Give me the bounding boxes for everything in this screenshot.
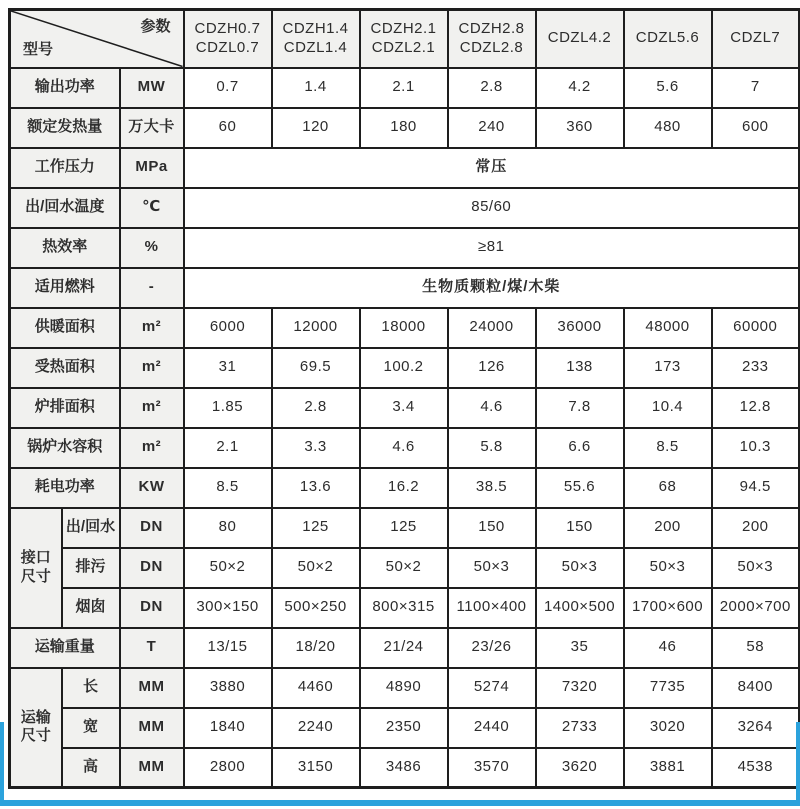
- value-cell: 1400×500: [536, 588, 624, 628]
- value-cell: 6.6: [536, 428, 624, 468]
- table-row: [10, 548, 800, 588]
- value-cell: 2.1: [184, 428, 272, 468]
- value-cell: 3150: [272, 748, 360, 788]
- value-cell: 10.3: [712, 428, 800, 468]
- model-name: CDZL0.7: [195, 38, 260, 56]
- value-cell: 4538: [712, 748, 800, 788]
- unit-cell: DN: [120, 508, 184, 548]
- corner-model-label: 型号: [23, 40, 54, 58]
- value-cell: 0.7: [184, 68, 272, 108]
- group-label-transport-size: [10, 668, 62, 788]
- page-frame-left-accent: [0, 722, 4, 802]
- page-frame-right-accent: [796, 722, 800, 802]
- value-cell: 2.1: [360, 68, 448, 108]
- value-cell: 69.5: [272, 348, 360, 388]
- value-cell: 4.6: [360, 428, 448, 468]
- value-cell: 18/20: [272, 628, 360, 668]
- table-row: [10, 108, 800, 148]
- model-name: CDZH2.8: [458, 20, 525, 37]
- unit-cell: m²: [120, 308, 184, 348]
- sub-param-label: 长: [62, 668, 120, 708]
- value-cell: 16.2: [360, 468, 448, 508]
- value-cell: 18000: [360, 308, 448, 348]
- value-cell: 21/24: [360, 628, 448, 668]
- group-label-line: 接口: [20, 548, 51, 566]
- table-row: [10, 748, 800, 788]
- model-header: [448, 10, 536, 68]
- value-cell: 35: [536, 628, 624, 668]
- value-cell: 8.5: [184, 468, 272, 508]
- value-cell: 5274: [448, 668, 536, 708]
- value-cell: 50×3: [712, 548, 800, 588]
- sub-param-label: 烟囱: [62, 588, 120, 628]
- value-cell: 23/26: [448, 628, 536, 668]
- sub-param-label: 高: [62, 748, 120, 788]
- param-label: 出/回水温度: [10, 188, 120, 228]
- value-cell: 3264: [712, 708, 800, 748]
- value-cell: 60: [184, 108, 272, 148]
- table-row: [10, 508, 800, 548]
- value-cell: 50×2: [272, 548, 360, 588]
- value-cell: 2.8: [272, 388, 360, 428]
- table-row: [10, 188, 800, 228]
- unit-cell: -: [120, 268, 184, 308]
- header-row: [10, 10, 800, 68]
- value-cell: 5.6: [624, 68, 712, 108]
- value-cell: 31: [184, 348, 272, 388]
- value-cell: 100.2: [360, 348, 448, 388]
- model-name: CDZH1.4: [282, 20, 349, 37]
- value-cell: 800×315: [360, 588, 448, 628]
- value-cell: 4460: [272, 668, 360, 708]
- param-label: 适用燃料: [10, 268, 120, 308]
- unit-cell: m²: [120, 388, 184, 428]
- sub-param-label: 宽: [62, 708, 120, 748]
- value-cell: 46: [624, 628, 712, 668]
- value-cell: 38.5: [448, 468, 536, 508]
- param-label: 输出功率: [10, 68, 120, 108]
- model-name: CDZL2.8: [459, 38, 524, 56]
- model-header: [184, 10, 272, 68]
- param-label: 炉排面积: [10, 388, 120, 428]
- sub-param-label: 出/回水: [62, 508, 120, 548]
- value-cell: 24000: [448, 308, 536, 348]
- group-label-interface-size: [10, 508, 62, 628]
- unit-cell: MW: [120, 68, 184, 108]
- value-cell: 150: [536, 508, 624, 548]
- unit-cell: DN: [120, 588, 184, 628]
- table-row: [10, 228, 800, 268]
- table-row: [10, 708, 800, 748]
- value-cell: 1840: [184, 708, 272, 748]
- value-cell: 240: [448, 108, 536, 148]
- merged-value-cell: 生物质颗粒/煤/木柴: [184, 268, 800, 308]
- group-label-line: 尺寸: [20, 567, 51, 585]
- model-header: [360, 10, 448, 68]
- value-cell: 3620: [536, 748, 624, 788]
- table-row: [10, 308, 800, 348]
- value-cell: 36000: [536, 308, 624, 348]
- value-cell: 50×3: [536, 548, 624, 588]
- value-cell: 120: [272, 108, 360, 148]
- value-cell: 300×150: [184, 588, 272, 628]
- value-cell: 50×3: [448, 548, 536, 588]
- table-row: [10, 668, 800, 708]
- sub-param-label: 排污: [62, 548, 120, 588]
- value-cell: 6000: [184, 308, 272, 348]
- unit-cell: ℃: [120, 188, 184, 228]
- value-cell: 126: [448, 348, 536, 388]
- param-label: 锅炉水容积: [10, 428, 120, 468]
- model-name: CDZL7: [730, 29, 781, 47]
- unit-cell: KW: [120, 468, 184, 508]
- model-name: CDZL2.1: [371, 38, 436, 56]
- value-cell: 200: [712, 508, 800, 548]
- unit-cell: m²: [120, 428, 184, 468]
- value-cell: 1.4: [272, 68, 360, 108]
- value-cell: 50×3: [624, 548, 712, 588]
- param-label: 额定发热量: [10, 108, 120, 148]
- merged-value-cell: ≥81: [184, 228, 800, 268]
- value-cell: 1700×600: [624, 588, 712, 628]
- value-cell: 3020: [624, 708, 712, 748]
- value-cell: 480: [624, 108, 712, 148]
- table-row: [10, 68, 800, 108]
- unit-cell: MM: [120, 708, 184, 748]
- table-row: [10, 268, 800, 308]
- merged-value-cell: 常压: [184, 148, 800, 188]
- value-cell: 13/15: [184, 628, 272, 668]
- value-cell: 125: [360, 508, 448, 548]
- merged-value-cell: 85/60: [184, 188, 800, 228]
- value-cell: 12000: [272, 308, 360, 348]
- model-name: CDZL4.2: [547, 29, 612, 47]
- value-cell: 55.6: [536, 468, 624, 508]
- value-cell: 7320: [536, 668, 624, 708]
- value-cell: 68: [624, 468, 712, 508]
- table-row: [10, 388, 800, 428]
- unit-cell: T: [120, 628, 184, 668]
- value-cell: 7: [712, 68, 800, 108]
- value-cell: 50×2: [184, 548, 272, 588]
- value-cell: 180: [360, 108, 448, 148]
- value-cell: 138: [536, 348, 624, 388]
- model-name: CDZL1.4: [283, 38, 348, 56]
- value-cell: 125: [272, 508, 360, 548]
- value-cell: 8.5: [624, 428, 712, 468]
- unit-cell: MM: [120, 668, 184, 708]
- unit-cell: m²: [120, 348, 184, 388]
- value-cell: 1100×400: [448, 588, 536, 628]
- table-row: [10, 468, 800, 508]
- value-cell: 94.5: [712, 468, 800, 508]
- model-header: [536, 10, 624, 68]
- value-cell: 600: [712, 108, 800, 148]
- value-cell: 10.4: [624, 388, 712, 428]
- value-cell: 3.3: [272, 428, 360, 468]
- value-cell: 2.8: [448, 68, 536, 108]
- value-cell: 4.2: [536, 68, 624, 108]
- table-row: [10, 628, 800, 668]
- model-name: CDZH0.7: [194, 20, 261, 37]
- group-label-line: 运输: [20, 708, 51, 726]
- value-cell: 500×250: [272, 588, 360, 628]
- value-cell: 3880: [184, 668, 272, 708]
- group-label-line: 尺寸: [20, 727, 51, 745]
- value-cell: 2000×700: [712, 588, 800, 628]
- value-cell: 233: [712, 348, 800, 388]
- value-cell: 8400: [712, 668, 800, 708]
- table-row: [10, 588, 800, 628]
- boiler-spec-table: [8, 8, 800, 789]
- value-cell: 4890: [360, 668, 448, 708]
- param-label: 耗电功率: [10, 468, 120, 508]
- table-row: [10, 148, 800, 188]
- model-header: [272, 10, 360, 68]
- unit-cell: %: [120, 228, 184, 268]
- model-name: CDZL5.6: [635, 29, 700, 47]
- value-cell: 60000: [712, 308, 800, 348]
- value-cell: 3486: [360, 748, 448, 788]
- model-name: CDZH2.1: [370, 20, 437, 37]
- corner-cell: [10, 10, 184, 68]
- param-label: 运输重量: [10, 628, 120, 668]
- value-cell: 5.8: [448, 428, 536, 468]
- value-cell: 80: [184, 508, 272, 548]
- param-label: 热效率: [10, 228, 120, 268]
- value-cell: 200: [624, 508, 712, 548]
- value-cell: 12.8: [712, 388, 800, 428]
- value-cell: 48000: [624, 308, 712, 348]
- value-cell: 3.4: [360, 388, 448, 428]
- page-frame-bottom-accent: [0, 800, 800, 806]
- value-cell: 2440: [448, 708, 536, 748]
- param-label: 受热面积: [10, 348, 120, 388]
- value-cell: 7735: [624, 668, 712, 708]
- param-label: 供暖面积: [10, 308, 120, 348]
- value-cell: 58: [712, 628, 800, 668]
- value-cell: 150: [448, 508, 536, 548]
- value-cell: 4.6: [448, 388, 536, 428]
- corner-param-label: 参数: [140, 18, 171, 35]
- value-cell: 2733: [536, 708, 624, 748]
- value-cell: 1.85: [184, 388, 272, 428]
- value-cell: 7.8: [536, 388, 624, 428]
- value-cell: 50×2: [360, 548, 448, 588]
- unit-cell: DN: [120, 548, 184, 588]
- model-header: [712, 10, 800, 68]
- unit-cell: 万大卡: [120, 108, 184, 148]
- value-cell: 173: [624, 348, 712, 388]
- unit-cell: MM: [120, 748, 184, 788]
- value-cell: 2350: [360, 708, 448, 748]
- table-row: [10, 428, 800, 468]
- value-cell: 3881: [624, 748, 712, 788]
- value-cell: 360: [536, 108, 624, 148]
- value-cell: 2800: [184, 748, 272, 788]
- unit-cell: MPa: [120, 148, 184, 188]
- model-header: [624, 10, 712, 68]
- value-cell: 13.6: [272, 468, 360, 508]
- table-row: [10, 348, 800, 388]
- param-label: 工作压力: [10, 148, 120, 188]
- value-cell: 2240: [272, 708, 360, 748]
- value-cell: 3570: [448, 748, 536, 788]
